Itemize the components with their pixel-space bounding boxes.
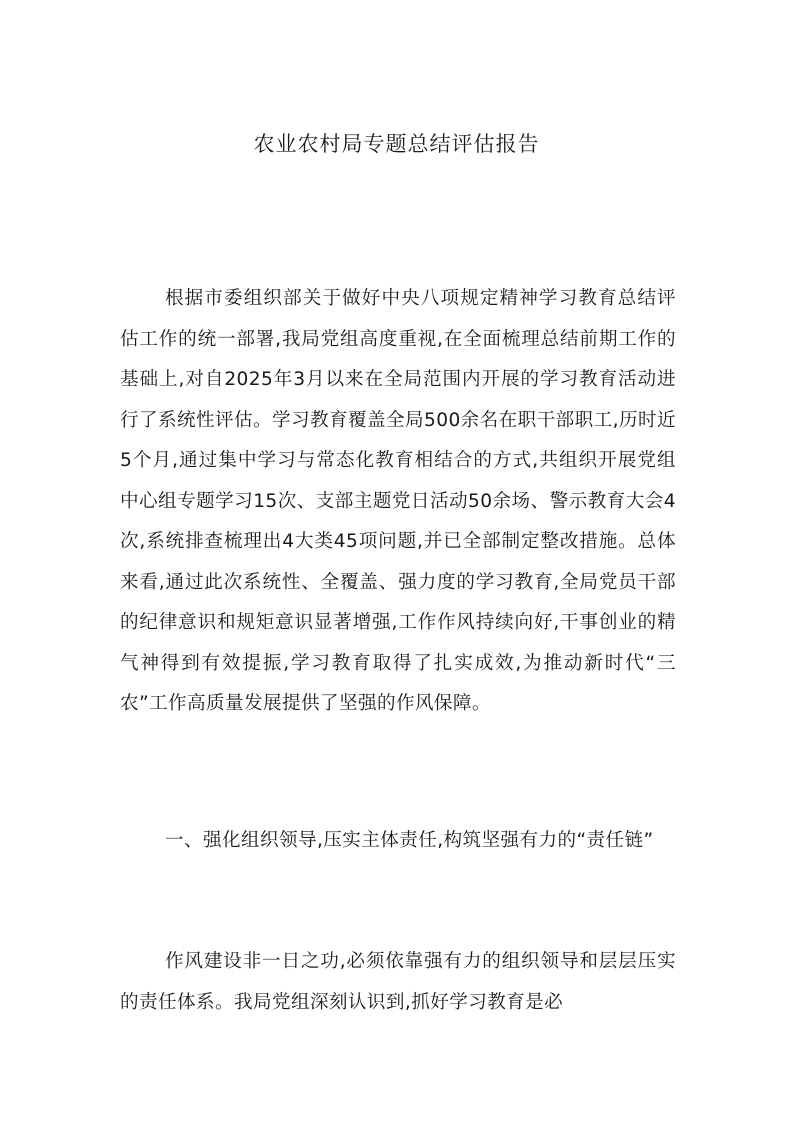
section-heading: 一、强化组织领导,压实主体责任,构筑坚强有力的“责任链” <box>165 830 654 851</box>
document-title: 农业农村局专题总结评估报告 <box>253 132 540 156</box>
section-paragraph: 作风建设非一日之功,必须依靠强有力的组织领导和层层压实的责任体系。我局党组深刻认识到,抓好学习教育是必 <box>120 951 676 1013</box>
intro-paragraph: 根据市委组织部关于做好中央八项规定精神学习教育总结评估工作的统一部署,我局党组高度重视,在全面梳理总结前期工作的基础上,对自2025年3月以来在全局范围内开展的学习教育活动进行了系统性评估。学习教育覆盖全局500余名在职干部职工,历时近5个月,通过集中学习与常态化教育相结合的方式,共组织开展党组中心组专题学习15次、支部主题党日活动50余场、警示教育大会4次,系统排查梳理出4大类45项问题,并已全部制定整改措施。总体来看,通过此次系统性、全覆盖、强力度的学习教育,全局党员干部的纪律意识和规矩意识显著增强,工作作风持续向好,干事创业的精气神得到有效提振,学习教育取得了扎实成效,为推动新时代“三农”工作高质量发展提供了坚强的作风保障。 <box>120 288 676 714</box>
